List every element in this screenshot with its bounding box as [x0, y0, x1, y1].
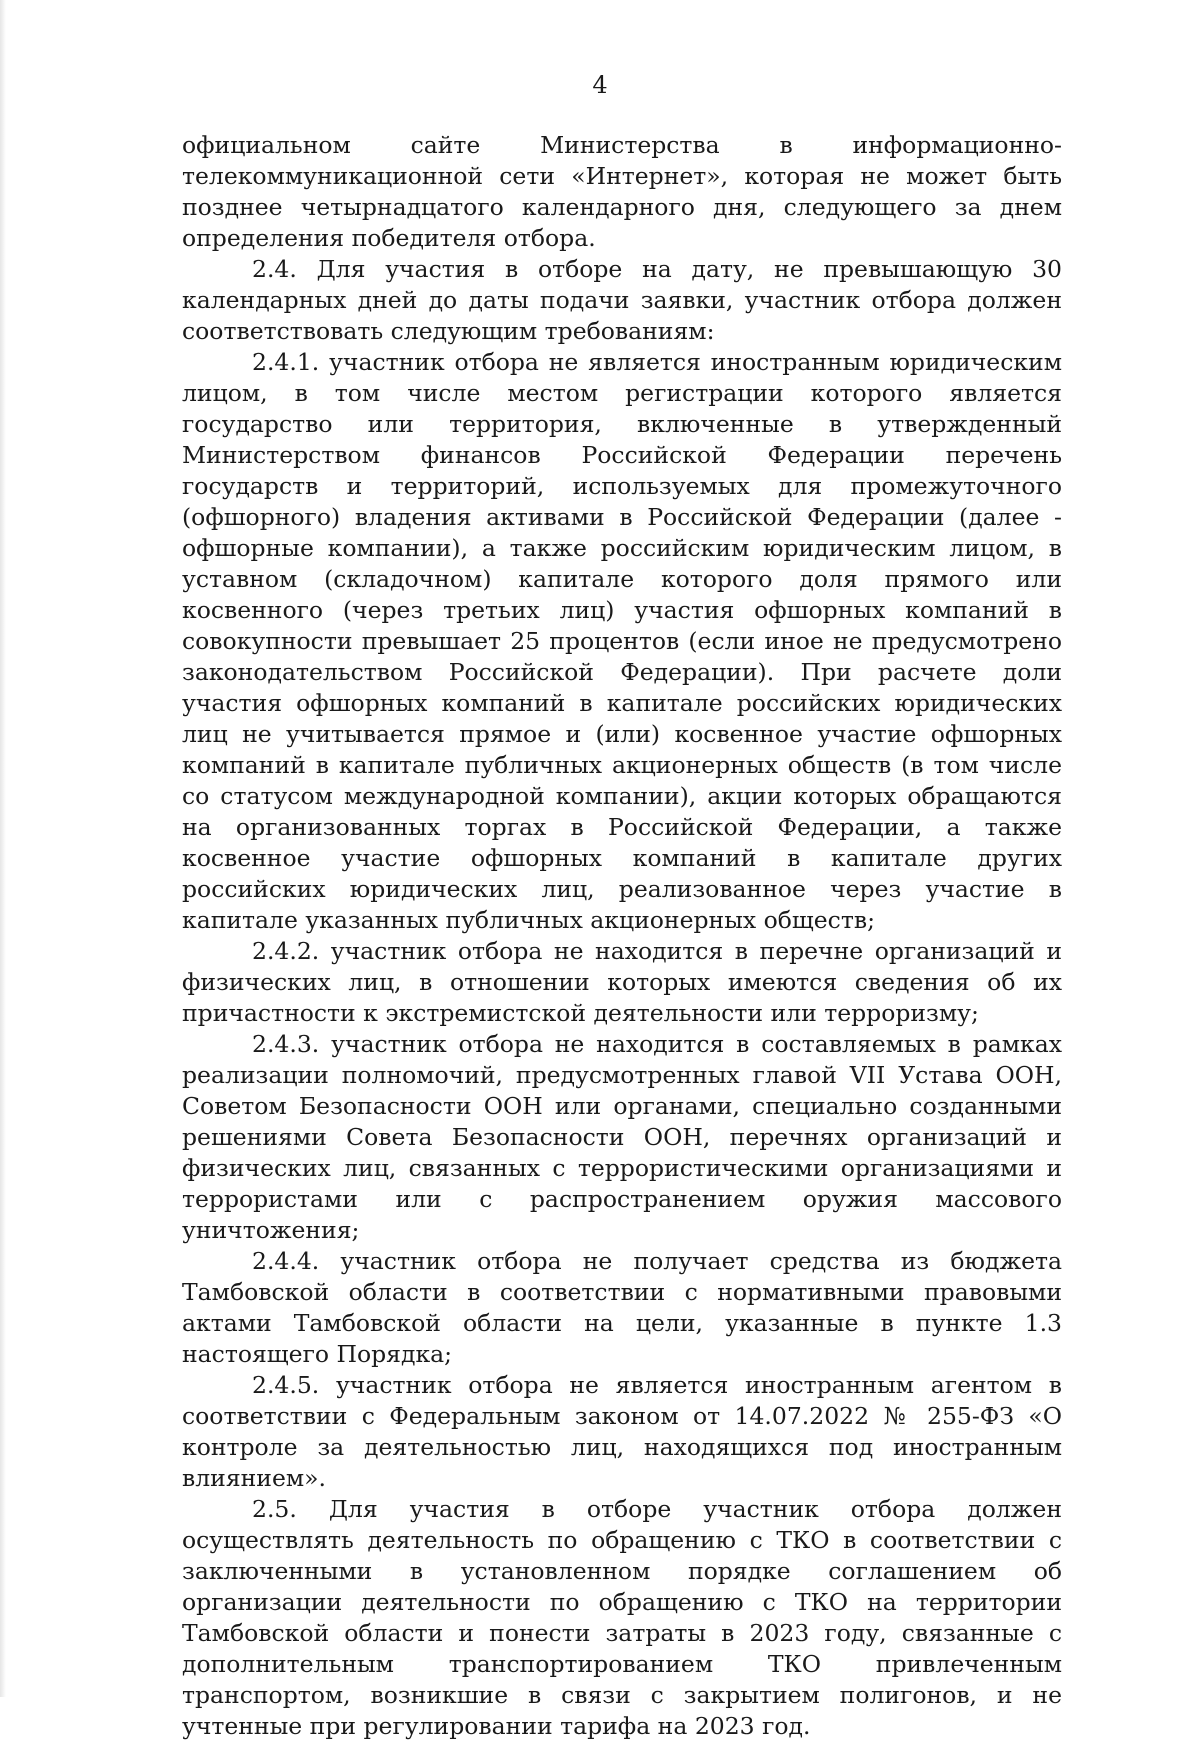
paragraph-2-4-1: 2.4.1. участник отбора не является иностранным юридическим лицом, в том числе местом регистрации которого является государство или территория, включенные в утвержденный Министерством финансов Российской Федерации перечень государств и территорий, используемых для промежуточного (офшорного) владения активами в Российской Федерации (далее - офшорные компании), а также российским юридическим лицом, в уставном (складочном) капитале которого доля прямого или косвенного (через третьих лиц) участия офшорных компаний в совокупности превышает 25 процентов (если иное не предусмотрено законодательством Российской Федерации). При расчете доли участия офшорных компаний в капитале российских юридических лиц не учитывается прямое и (или) косвенное участие офшорных компаний в капитале публичных акционерных обществ (в том числе со статусом международной компании), акции которых обращаются на организованных торгах в Российской Федерации, а также косвенное участие офшорных компаний в капитале других российских юридических лиц, реализованное через участие в капитале указанных публичных акционерных обществ; [182, 348, 1062, 934]
document-body [182, 130, 1062, 1742]
paragraph-2-4: 2.4. Для участия в отборе на дату, не превышающую 30 календарных дней до даты подачи заявки, участник отбора должен соответствовать следующим требованиям: [182, 255, 1062, 345]
paragraph-2-4-4: 2.4.4. участник отбора не получает средства из бюджета Тамбовской области в соответствии с нормативными правовыми актами Тамбовской области на цели, указанные в пункте 1.3 настоящего Порядка; [182, 1247, 1062, 1368]
page-number: 4 [592, 71, 608, 99]
paragraph-2-5: 2.5. Для участия в отборе участник отбора должен осуществлять деятельность по обращению с ТКО в соответствии с заключенными в установленном порядке соглашением об организации деятельности по обращению с ТКО на территории Тамбовской области и понести затраты в 2023 году, связанные с дополнительным транспортированием ТКО привлеченным транспортом, возникшие в связи с закрытием полигонов, и не учтенные при регулировании тарифа на 2023 год. [182, 1495, 1062, 1740]
paragraph-2-4-3: 2.4.3. участник отбора не находится в составляемых в рамках реализации полномочий, предусмотренных главой VII Устава ООН, Советом Безопасности ООН или органами, специально созданными решениями Совета Безопасности ООН, перечнях организаций и физических лиц, связанных с террористическими организациями и террористами или с распространением оружия массового уничтожения; [182, 1030, 1062, 1244]
scan-edge-shadow [0, 0, 6, 1697]
paragraph-2-4-5: 2.4.5. участник отбора не является иностранным агентом в соответствии с Федеральным законом от 14.07.2022 № 255-ФЗ «О контроле за деятельностью лиц, находящихся под иностранным влиянием». [182, 1371, 1062, 1492]
paragraph-continuation: официальном сайте Министерства в информационно-телекоммуникационной сети «Интернет», которая не может быть позднее четырнадцатого календарного дня, следующего за днем определения победителя отбора. [182, 131, 1062, 252]
paragraph-2-4-2: 2.4.2. участник отбора не находится в перечне организаций и физических лиц, в отношении которых имеются сведения об их причастности к экстремистской деятельности или терроризму; [182, 937, 1062, 1027]
